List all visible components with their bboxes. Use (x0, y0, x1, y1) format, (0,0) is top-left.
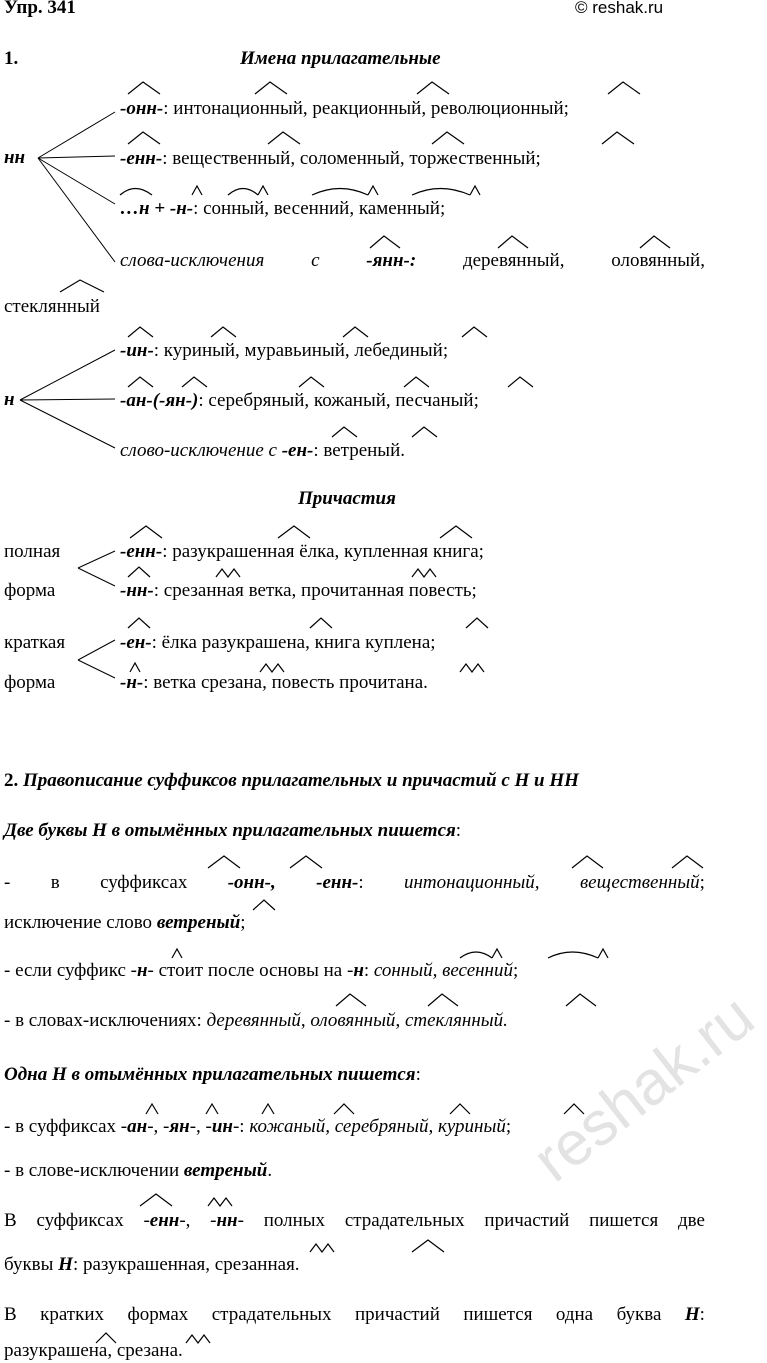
example: деревянный, (462, 250, 565, 271)
examples: : разукрашенная ёлка, купленная книга; (162, 541, 484, 562)
exceptions-label: слова-исключения (120, 250, 265, 271)
word: суффиксах (36, 1210, 124, 1231)
section-title: Правописание суффиксов прилагательных и причастий с Н и НН (23, 770, 579, 791)
short-form-label-1: краткая (4, 632, 66, 653)
text: -, - (147, 1116, 170, 1137)
suffix: -янн-: (366, 250, 417, 271)
n-row-1 (120, 340, 448, 362)
word: в (50, 872, 60, 893)
text: исключение слово (4, 912, 157, 933)
full-form-label-1: полная (4, 541, 61, 562)
exercise-number: Упр. 341 (4, 0, 76, 18)
word: кратких (40, 1304, 104, 1325)
suffix: ян (169, 1116, 190, 1137)
nn-exceptions-cont: стеклянный (4, 296, 100, 317)
suffix: -енн- (316, 872, 359, 893)
word: полных (263, 1210, 326, 1231)
nn-item-2 (4, 960, 518, 982)
dash: - (143, 1210, 150, 1231)
nn-row-1 (120, 98, 569, 120)
section-number-1: 1. (4, 48, 19, 69)
dash: - (237, 1210, 244, 1231)
semicolon: ; (240, 912, 246, 933)
n-row-2 (120, 390, 479, 412)
suffix: -н- (120, 672, 144, 693)
suffix: -онн-, (227, 872, 276, 893)
word: страдательных (344, 1210, 465, 1231)
heading-text: Две буквы Н в отымённых прилагательных пишется (4, 820, 456, 841)
semicolon: ; (512, 960, 519, 981)
section-number-2: 2. (4, 770, 19, 791)
text: - стоит после основы на - (147, 960, 354, 981)
colon: : (363, 960, 374, 981)
examples: : ёлка разукрашена, книга куплена; (151, 632, 436, 653)
nn-label: нн (4, 147, 26, 168)
letter: Н (58, 1254, 73, 1275)
suffix: ин (211, 1116, 233, 1137)
word: В (4, 1210, 17, 1231)
short-row-1 (120, 632, 436, 654)
n-item-2 (4, 1160, 272, 1182)
colon: : (358, 872, 364, 893)
suffix: енн (149, 1210, 180, 1231)
full-row-1 (120, 541, 484, 563)
exception-word: ветреный (156, 912, 241, 933)
semicolon: ; (505, 1116, 512, 1137)
text: - в словах-исключениях: (4, 1010, 207, 1031)
word: пишется (463, 1304, 533, 1325)
nn-row-3 (120, 198, 445, 220)
text: буквы (4, 1254, 59, 1275)
examples: : вещественный, соломенный, торжественный; (162, 148, 541, 169)
word-s: с (311, 250, 320, 271)
text: : разукрашенная, срезанная. (72, 1254, 300, 1275)
exception-label: слово-исключение с (120, 440, 282, 461)
short-form-label-2: форма (4, 672, 56, 693)
text: - в слове-исключении (4, 1160, 184, 1181)
example: оловянный (310, 1010, 396, 1031)
text: - в суффиксах - (4, 1116, 128, 1137)
suffix: -енн- (120, 148, 163, 169)
word: формах (127, 1304, 189, 1325)
dash: - (210, 1210, 217, 1231)
examples: сонный, весенний (373, 960, 513, 981)
colon: : (699, 1304, 705, 1325)
rule-short-participles-line-1 (4, 1304, 705, 1326)
participles-title: Причастия (298, 488, 396, 509)
suffix: -нн- (120, 580, 154, 601)
example: вещественный (579, 872, 700, 893)
nn-item-3 (4, 1010, 508, 1032)
nn-item-1-cont (4, 912, 246, 934)
site-copyright[interactable]: © reshak.ru (575, 0, 664, 17)
examples: : сонный, весенний, каменный; (193, 198, 446, 219)
watermark: reshak.ru (520, 981, 767, 1196)
suffix: -енн- (120, 541, 163, 562)
examples: : ветреный. (313, 440, 405, 461)
example: интонационный, (404, 872, 540, 893)
full-row-2 (120, 580, 477, 602)
text: - если суффикс - (4, 960, 137, 981)
suffix: нн (216, 1210, 238, 1231)
text: -: (232, 1116, 250, 1137)
suffix: н (353, 960, 364, 981)
examples: : серебряный, кожаный, песчаный; (198, 390, 479, 411)
example: деревянный (206, 1010, 301, 1031)
period: . (267, 1160, 273, 1181)
suffix: -ин- (120, 340, 154, 361)
nn-item-1 (4, 872, 705, 894)
comma: , (300, 1010, 311, 1031)
word: одна (555, 1304, 594, 1325)
examples: : срезанная ветка, прочитанная повесть; (153, 580, 477, 601)
n-exception (120, 440, 405, 462)
suffix: -ан-(-ян-) (120, 390, 199, 411)
examples: : куриный, муравьиный, лебединый; (153, 340, 449, 361)
heading-text: Одна Н в отымённых прилагательных пишется (4, 1064, 416, 1085)
punct: -, (179, 1210, 191, 1231)
adjectives-title: Имена прилагательные (240, 48, 441, 69)
dash: - (4, 872, 11, 893)
word: пишется (589, 1210, 659, 1231)
semicolon: ; (699, 872, 705, 893)
suffix: …н + -н- (120, 198, 194, 219)
nn-heading: Две буквы Н в отымённых прилагательных пишется: (4, 820, 462, 841)
examples: : ветка срезана, повесть прочитана. (143, 672, 428, 693)
word: буква (616, 1304, 662, 1325)
word: В (4, 1304, 17, 1325)
example: стеклянный. (404, 1010, 508, 1031)
word: суффиксах (100, 872, 188, 893)
nn-exceptions (120, 250, 705, 272)
rule-short-participles-line-2: разукрашена, срезана. (4, 1340, 183, 1361)
short-row-2 (120, 672, 428, 694)
nn-row-2 (120, 148, 541, 170)
section-2-title (4, 770, 579, 792)
full-form-label-2: форма (4, 580, 56, 601)
exception-word: ветреный (183, 1160, 268, 1181)
word: две (677, 1210, 705, 1231)
suffix: ан (127, 1116, 148, 1137)
examples: : интонационный, реакционный, революционный; (163, 98, 569, 119)
suffix: -онн- (120, 98, 164, 119)
text: -, - (189, 1116, 212, 1137)
rule-full-participles-line-1 (4, 1210, 705, 1232)
n-label: н (4, 389, 15, 410)
comma: , (395, 1010, 405, 1031)
word: страдательных (211, 1304, 332, 1325)
n-heading: Одна Н в отымённых прилагательных пишется: (4, 1064, 421, 1085)
example: оловянный, (611, 250, 705, 271)
suffix: -ен- (120, 632, 152, 653)
examples: кожаный, серебряный, куриный (249, 1116, 506, 1137)
suffix: н (136, 960, 148, 981)
rule-full-participles-line-2 (4, 1254, 300, 1276)
letter: Н (684, 1304, 700, 1325)
word: причастий (355, 1304, 440, 1325)
suffix: -ен- (281, 440, 314, 461)
word: причастий (484, 1210, 570, 1231)
n-item-1 (4, 1116, 511, 1138)
